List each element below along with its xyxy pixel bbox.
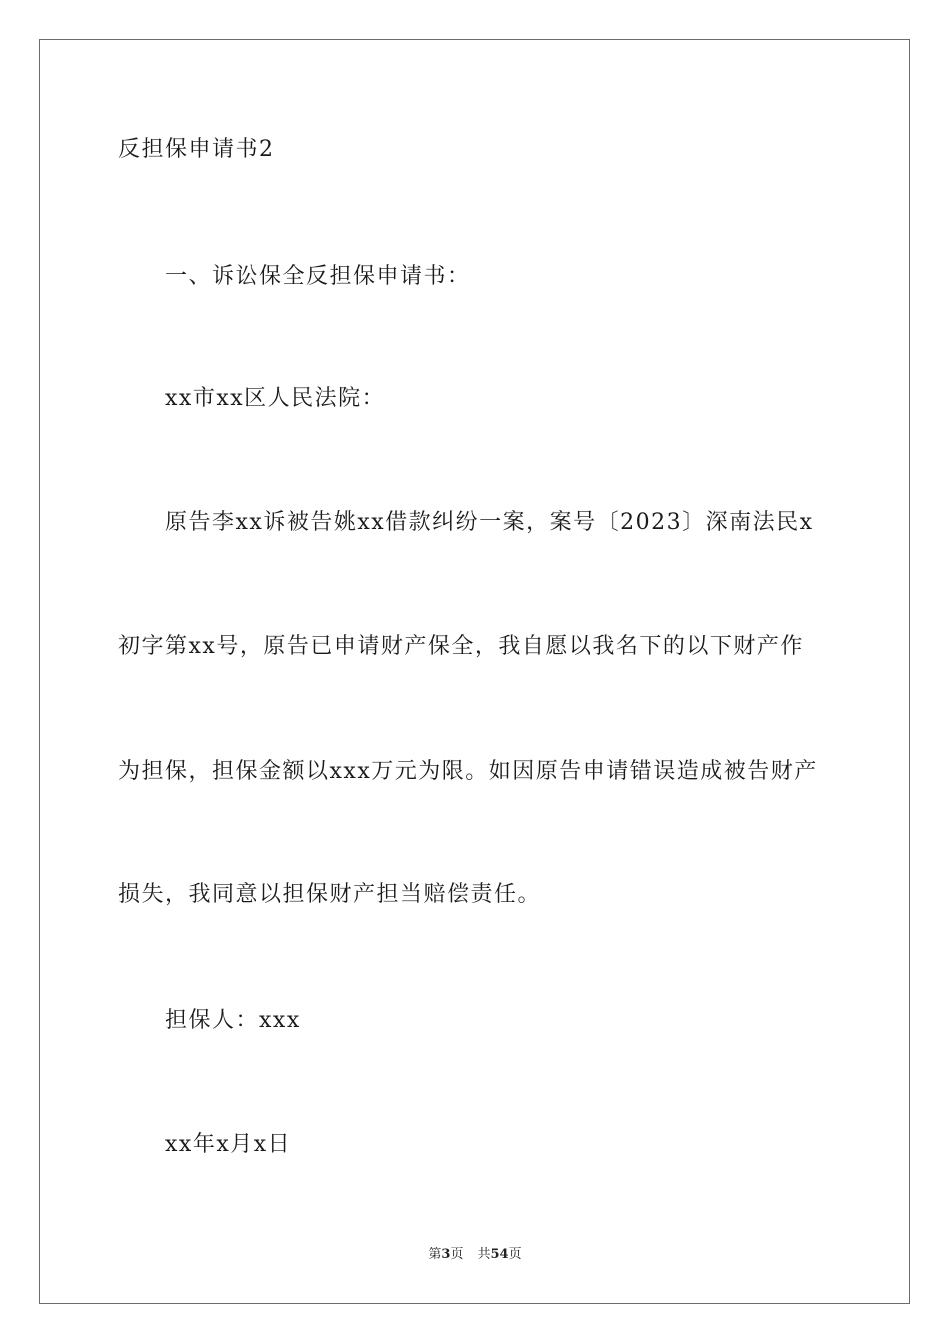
page-prefix: 第 [428, 1247, 442, 1262]
page-suffix: 页 [450, 1247, 464, 1262]
document-title: 反担保申请书2 [118, 137, 275, 162]
page-border [39, 39, 910, 1304]
page-footer [0, 1246, 950, 1264]
page-number: 3 [441, 1247, 451, 1262]
total-pages: 54 [490, 1247, 509, 1262]
addressee: xx市xx区人民法院： [165, 386, 386, 411]
body-line-4: 损失，我同意以担保财产担当赔偿责任。 [118, 882, 542, 907]
body-line-2: 初字第xx号，原告已申请财产保全，我自愿以我名下的以下财产作 [118, 634, 804, 659]
section-heading: 一、诉讼保全反担保申请书： [165, 264, 471, 289]
document-date: xx年x月x日 [165, 1132, 292, 1157]
body-line-3: 为担保，担保金额以xxx万元为限。如因原告申请错误造成被告财产 [118, 759, 818, 784]
guarantor-signature: 担保人：xxx [165, 1008, 301, 1033]
total-prefix: 共 [477, 1247, 491, 1262]
body-line-1: 原告李xx诉被告姚xx借款纠纷一案，案号〔2023〕深南法民x [165, 510, 814, 535]
total-suffix: 页 [508, 1247, 522, 1262]
